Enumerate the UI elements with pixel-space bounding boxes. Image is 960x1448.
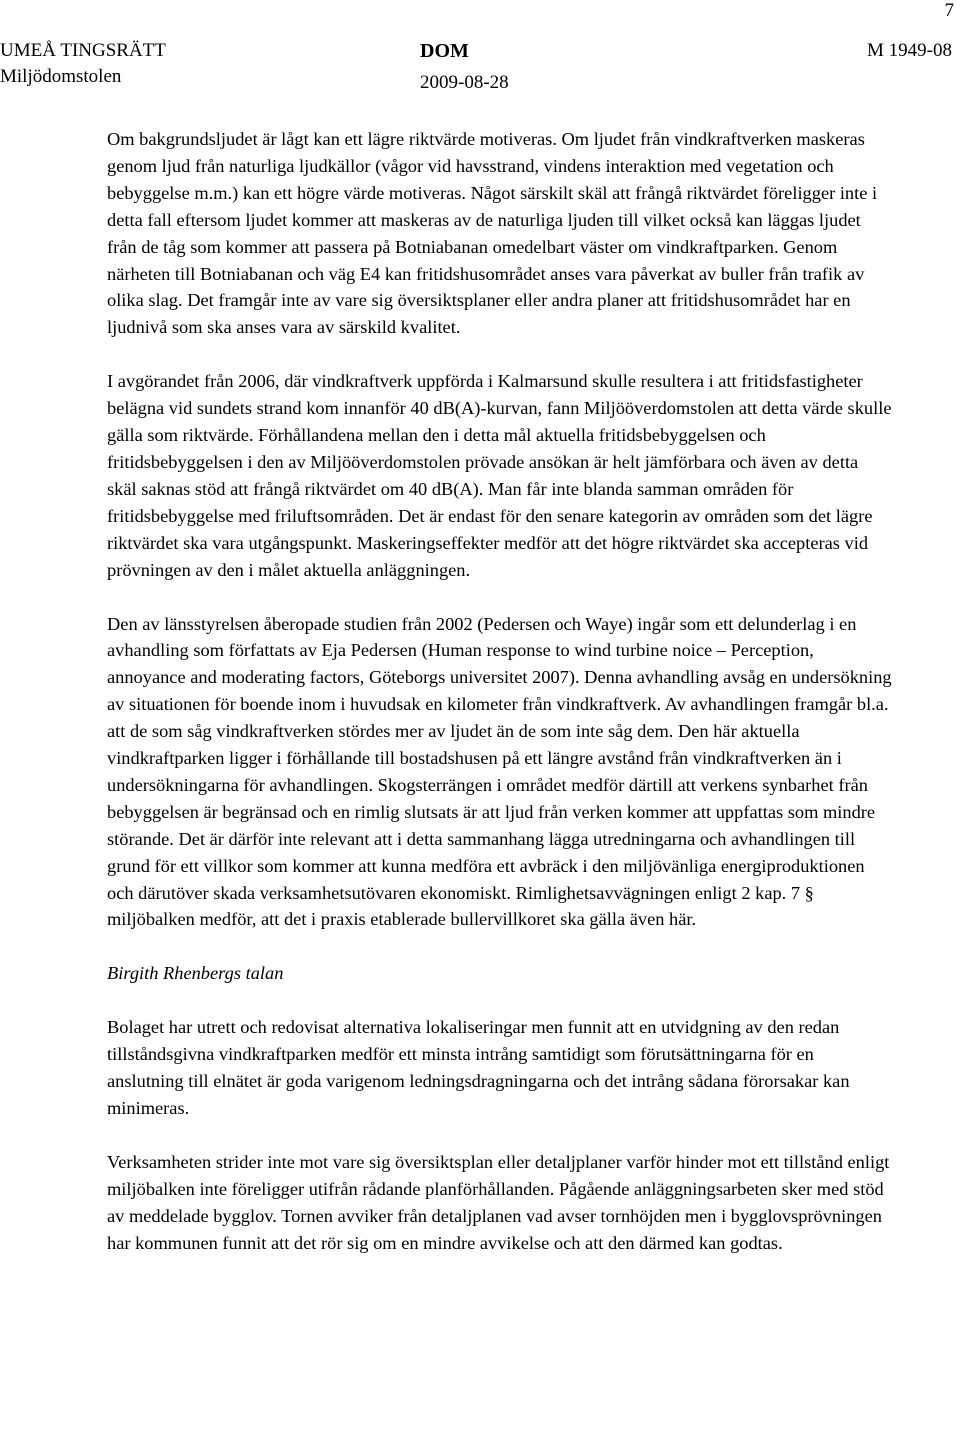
paragraph-5: Verksamheten strider inte mot vare sig översiktsplan eller detaljplaner varför hinder mot ett tillstånd enligt miljöbalken inte föreligger utifrån rådande planförhållanden. Pågående anläggningsarbeten sker med stöd av meddelade bygglov. Tornen avviker från detaljplanen vad avser tornhöjden men i bygglovsprövningen har kommunen funnit att det rör sig om en mindre avvikelse och att den därmed kan godtas. [107, 1151, 890, 1253]
paragraph-3: Den av länsstyrelsen åberopade studien från 2002 (Pedersen och Waye) ingår som ett delunderlag i en avhandling som författats av Eja Pedersen (Human response to wind turbine noice – Perception, annoyance and moderating factors, Göteborgs universitet 2007). Denna avhandling avsåg en undersökning av situationen för boende inom i huvudsak en kilometer från vindkraftverk. Av avhandlingen framgår bl.a. att de som såg vindkraftverken stördes mer av ljudet än de som inte såg dem. Den här aktuella vindkraftparken ligger i förhållande till bostadshusen på ett längre avstånd från vindkraftverken än i undersökningarna för avhandlingen. Skogsterrängen i området medför därtill att verkens synbarhet från bebyggelsen är begränsad och en rimlig slutsats är att ljud från verken kommer att uppfattas som mindre störande. Det är därför inte relevant att i detta sammanhang lägga utredningarna och avhandlingen till grund för ett villkor som kommer att kunna medföra ett avbräck i den miljövänliga energiproduktionen och därutöver skada verksamhetsutövaren ekonomiskt. Rimlighetsavvägningen enligt 2 kap. 7 § miljöbalken medför, att det i praxis etablerade bullervillkoret ska gälla även här. [107, 613, 892, 930]
document-body [107, 126, 892, 1257]
paragraph-2: I avgörandet från 2006, där vindkraftverk uppförda i Kalmarsund skulle resultera i att fritidsfastigheter belägna vid sundets strand kom innanför 40 dB(A)-kurvan, fann Miljööverdomstolen att detta värde skulle gälla som riktvärde. Förhållandena mellan den i detta mål aktuella fritidsbebyggelsen och fritidsbebyggelsen i den av Miljööverdomstolen prövade ansökan är helt jämförbara och även av detta skäl saknas stöd att frångå riktvärdet om 40 dB(A). Man får inte blanda samman områden för fritidsbebyggelse med friluftsområden. Det är endast för den senare kategorin av områden som det lägre riktvärdet ska vara utgångspunkt. Maskeringseffekter medför att det högre riktvärdet ska accepteras vid prövningen av den i målet aktuella anläggningen. [107, 371, 892, 580]
court-name: UMEÅ TINGSRÄTT [0, 40, 166, 61]
paragraph-1: Om bakgrundsljudet är lågt kan ett lägre riktvärde motiveras. Om ljudet från vindkraftverken maskeras genom ljud från naturliga ljudkällor (vågor vid havsstrand, vindens interaktion med vegetation och bebyggelse m.m.) kan ett högre värde motiveras. Något särskilt skäl att frångå riktvärdet föreligger inte i detta fall eftersom ljudet kommer att maskeras av de naturliga ljuden till vilket också kan läggas ljudet från de tåg som kommer att passera på Botniabanan omedelbart väster om vindkraftparken. Genom närheten till Botniabanan och väg E4 kan fritidshusområdet anses vara påverkat av buller från trafik av olika slag. Det framgår inte av vare sig översiktsplaner eller andra planer att fritidshusområdet har en ljudnivå som ska anses vara av särskild kvalitet. [107, 129, 878, 338]
page-number: 7 [944, 0, 954, 21]
case-number: M 1949-08 [867, 40, 952, 61]
document-type: DOM [420, 40, 469, 62]
department-name: Miljödomstolen [0, 66, 122, 87]
paragraph-4: Bolaget har utrett och redovisat alternativa lokaliseringar men funnit att en utvidgning av den redan tillståndsgivna vindkraftparken medför ett minsta intrång samtidigt som förutsättningarna för en anslutning till elnätet är goda varigenom ledningsdragningarna och det intrång sådana förorsakar kan minimeras. [107, 1017, 850, 1118]
document-date: 2009-08-28 [420, 72, 509, 93]
section-subheading: Birgith Rhenbergs talan [107, 963, 284, 984]
